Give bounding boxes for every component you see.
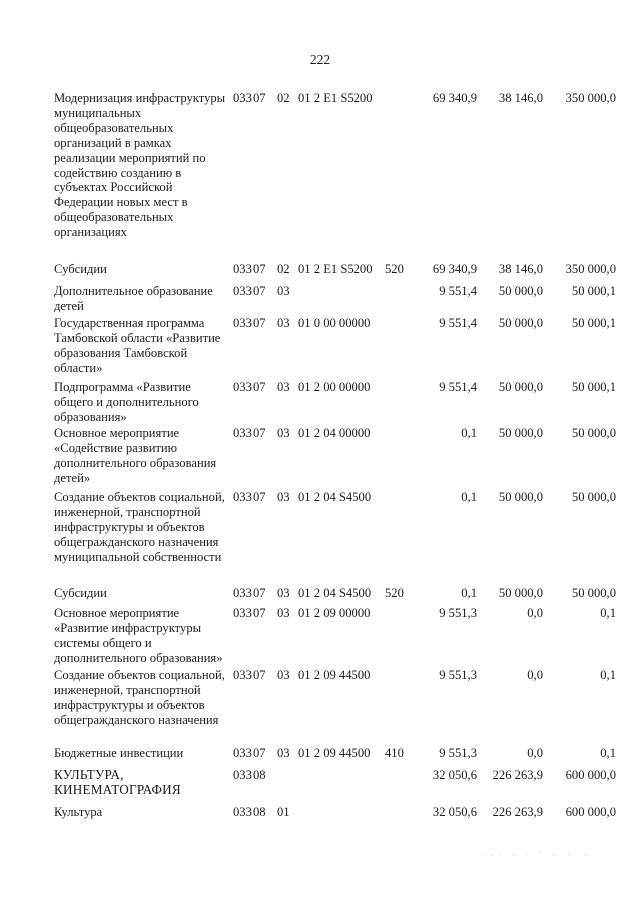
cell-ved: 033	[233, 668, 252, 682]
cell-ved: 033	[233, 262, 252, 276]
cell-name: Создание объектов социальной, инженерной, транспортной инфраструктуры и объектов общегражданского назначения	[54, 668, 225, 727]
cell-ved: 033	[233, 805, 252, 819]
cell-ved: 033	[233, 746, 252, 760]
cell-v2: 50 000,0	[498, 316, 543, 330]
cell-ved: 033	[233, 284, 252, 298]
cell-ved: 033	[233, 586, 252, 600]
cell-csr: 01 2 Е1 S5200	[298, 262, 373, 276]
cell-v2: 0,0	[527, 606, 543, 620]
cell-ved: 033	[233, 426, 252, 440]
cell-v3: 50 000,1	[571, 284, 616, 298]
cell-vr: 520	[385, 262, 404, 276]
cell-rz: 07	[253, 586, 266, 600]
cell-rz: 07	[253, 606, 266, 620]
cell-csr: 01 2 04 00000	[298, 426, 371, 440]
cell-name: Государственная программа Тамбовской области «Развитие образования Тамбовской области»	[54, 316, 221, 375]
cell-name: Бюджетные инвестиции	[54, 746, 184, 760]
cell-vr: 520	[385, 586, 404, 600]
cell-csr: 01 2 09 00000	[298, 606, 371, 620]
cell-v3: 600 000,0	[565, 805, 616, 819]
cell-v2: 50 000,0	[498, 284, 543, 298]
cell-pr: 03	[277, 606, 290, 620]
cell-rz: 07	[253, 746, 266, 760]
cell-name: Создание объектов социальной, инженерной, транспортной инфраструктуры и объектов общегражданского назначения муниципальной собственности	[54, 490, 225, 564]
cell-vr: 410	[385, 746, 404, 760]
cell-csr: 01 2 09 44500	[298, 746, 371, 760]
cell-name: Подпрограмма «Развитие общего и дополнительного образования»	[54, 380, 199, 424]
cell-csr: 01 2 04 S4500	[298, 586, 372, 600]
cell-pr: 03	[277, 380, 290, 394]
cell-name: Модернизация инфраструктуры муниципальных общеобразовательных организаций в рамках реализации мероприятий по содействию созданию в субъектах Российской Федерации новых мест в общеобразовательных организациях	[54, 91, 226, 240]
cell-csr: 01 2 04 S4500	[298, 490, 372, 504]
cell-pr: 02	[277, 91, 290, 105]
cell-name: КУЛЬТУРА, КИНЕМАТОГРАФИЯ	[54, 767, 181, 797]
cell-v1: 9 551,3	[439, 746, 477, 760]
cell-v2: 38 146,0	[498, 262, 543, 276]
cell-pr: 03	[277, 586, 290, 600]
cell-name: Субсидии	[54, 586, 107, 600]
cell-v1: 0,1	[461, 426, 477, 440]
cell-pr: 02	[277, 262, 290, 276]
cell-rz: 07	[253, 426, 266, 440]
cell-ved: 033	[233, 490, 252, 504]
cell-pr: 01	[277, 805, 290, 819]
cell-v3: 50 000,1	[571, 316, 616, 330]
cell-v2: 50 000,0	[498, 586, 543, 600]
cell-name: Основное мероприятие «Развитие инфраструктуры системы общего и дополнительного образования»	[54, 606, 223, 665]
cell-ved: 033	[233, 316, 252, 330]
page-number: 222	[309, 52, 331, 67]
cell-rz: 08	[253, 768, 266, 782]
cell-v3: 50 000,1	[571, 380, 616, 394]
cell-rz: 07	[253, 284, 266, 298]
cell-v1: 32 050,6	[432, 805, 477, 819]
cell-rz: 07	[253, 316, 266, 330]
cell-v3: 0,1	[600, 606, 616, 620]
cell-v1: 9 551,3	[439, 606, 477, 620]
cell-csr: 01 2 Е1 S5200	[298, 91, 373, 105]
cell-v2: 226 263,9	[492, 805, 543, 819]
cell-rz: 07	[253, 262, 266, 276]
cell-ved: 033	[233, 380, 252, 394]
cell-v2: 226 263,9	[492, 768, 543, 782]
cell-v1: 9 551,3	[439, 668, 477, 682]
cell-ved: 033	[233, 91, 252, 105]
cell-csr: 01 2 00 00000	[298, 380, 371, 394]
cell-v2: 0,0	[527, 668, 543, 682]
cell-v1: 9 551,4	[439, 284, 477, 298]
cell-v2: 50 000,0	[498, 380, 543, 394]
cell-v3: 600 000,0	[565, 768, 616, 782]
cell-ved: 033	[233, 606, 252, 620]
cell-v1: 69 340,9	[432, 262, 477, 276]
cell-v3: 0,1	[600, 668, 616, 682]
cell-v1: 0,1	[461, 586, 477, 600]
cell-csr: 01 2 09 44500	[298, 668, 371, 682]
cell-name: Культура	[54, 805, 103, 819]
cell-v1: 0,1	[461, 490, 477, 504]
cell-v3: 0,1	[600, 746, 616, 760]
cell-v3: 50 000,0	[571, 490, 616, 504]
cell-rz: 07	[253, 91, 266, 105]
cell-rz: 07	[253, 668, 266, 682]
cell-v3: 50 000,0	[571, 426, 616, 440]
cell-name: Основное мероприятие «Содействие развитию дополнительного образования детей»	[54, 426, 217, 485]
cell-v2: 50 000,0	[498, 490, 543, 504]
scan-specks	[482, 850, 592, 858]
cell-v3: 350 000,0	[565, 91, 616, 105]
cell-pr: 03	[277, 668, 290, 682]
cell-v1: 69 340,9	[432, 91, 477, 105]
cell-v1: 32 050,6	[432, 768, 477, 782]
cell-v2: 38 146,0	[498, 91, 543, 105]
cell-rz: 08	[253, 805, 266, 819]
cell-v1: 9 551,4	[439, 316, 477, 330]
cell-pr: 03	[277, 490, 290, 504]
cell-csr: 01 0 00 00000	[298, 316, 371, 330]
cell-v2: 0,0	[527, 746, 543, 760]
cell-rz: 07	[253, 380, 266, 394]
cell-v3: 350 000,0	[565, 262, 616, 276]
cell-ved: 033	[233, 768, 252, 782]
cell-v2: 50 000,0	[498, 426, 543, 440]
cell-rz: 07	[253, 490, 266, 504]
cell-name: Дополнительное образование детей	[54, 284, 213, 313]
cell-pr: 03	[277, 316, 290, 330]
cell-v3: 50 000,0	[571, 586, 616, 600]
cell-v1: 9 551,4	[439, 380, 477, 394]
cell-pr: 03	[277, 746, 290, 760]
cell-name: Субсидии	[54, 262, 107, 276]
cell-pr: 03	[277, 284, 290, 298]
cell-pr: 03	[277, 426, 290, 440]
